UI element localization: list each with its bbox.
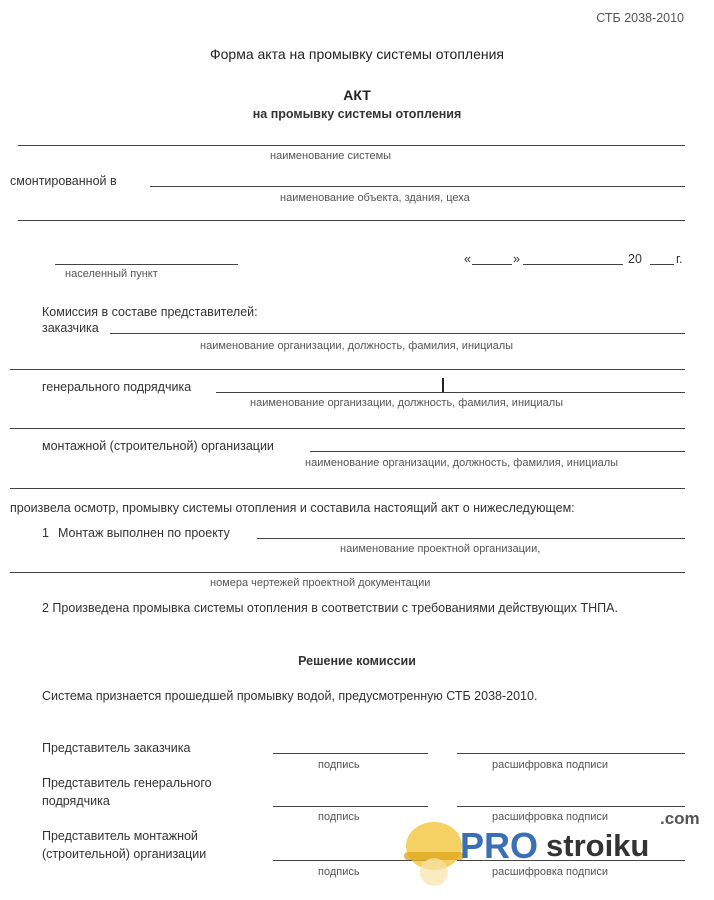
installer-signature-hint: подпись xyxy=(318,866,360,878)
installer-rep-label-line2: (строительной) организации xyxy=(42,847,207,861)
standard-ref: СТБ 2038-2010 xyxy=(596,11,684,25)
installer-line-2[interactable] xyxy=(10,488,685,489)
customer-decoding-hint: расшифровка подписи xyxy=(492,759,609,771)
mounted-in-label: смонтированной в xyxy=(10,174,117,188)
general-contractor-hint: наименование организации, должность, фамилия, инициалы xyxy=(250,397,564,409)
customer-decoding-line[interactable] xyxy=(457,753,685,754)
decision-text: Система признается прошедшей промывку водой, предусмотренную СТБ 2038-2010. xyxy=(42,689,538,703)
logo-stroiku: stroiku xyxy=(546,828,650,863)
installer-line[interactable] xyxy=(310,451,685,452)
drawings-line[interactable] xyxy=(10,572,685,573)
general-rep-label-line1: Представитель генерального xyxy=(42,776,212,790)
design-org-line[interactable] xyxy=(257,538,685,539)
object-name-line[interactable] xyxy=(150,186,685,187)
installer-label: монтажной (строительной) организации xyxy=(42,439,274,453)
inspection-text: произвела осмотр, промывку системы отопления и составила настоящий акт о нижеследующем: xyxy=(10,501,575,515)
general-signature-hint: подпись xyxy=(318,811,360,823)
item2-text: 2 Произведена промывка системы отопления в соответствии с требованиями действующих ТНПА. xyxy=(42,601,618,615)
general-decoding-hint: расшифровка подписи xyxy=(492,811,609,823)
date-close-quote: » xyxy=(513,252,520,266)
general-contractor-line-2[interactable] xyxy=(10,428,685,429)
date-year-suffix: г. xyxy=(676,252,683,266)
general-contractor-label: генерального подрядчика xyxy=(42,380,192,394)
date-year-line[interactable] xyxy=(650,264,674,265)
item1-number: 1 xyxy=(42,526,49,540)
item1-label: Монтаж выполнен по проекту xyxy=(58,526,230,540)
date-month-line[interactable] xyxy=(523,264,623,265)
date-open-quote: « xyxy=(464,252,471,266)
act-title: АКТ xyxy=(343,87,371,103)
object-name-hint: наименование объекта, здания, цеха xyxy=(280,192,470,204)
design-org-hint: наименование проектной организации, xyxy=(340,543,541,555)
logo-pro: PRO xyxy=(460,825,539,866)
system-name-line[interactable] xyxy=(18,145,685,146)
text-cursor xyxy=(442,378,444,392)
general-contractor-line[interactable] xyxy=(216,392,685,393)
commission-label: Комиссия в составе представителей: xyxy=(42,305,258,319)
settlement-line[interactable] xyxy=(55,264,238,265)
customer-line-2[interactable] xyxy=(10,369,685,370)
customer-label: заказчика xyxy=(42,321,99,335)
prostroiku-logo xyxy=(398,806,714,896)
builder-helmet-icon xyxy=(398,812,468,892)
date-day-line[interactable] xyxy=(472,264,512,265)
settlement-hint: населенный пункт xyxy=(65,268,158,280)
logo-com: .com xyxy=(660,809,700,828)
customer-hint: наименование организации, должность, фамилия, инициалы xyxy=(200,340,514,352)
system-name-hint: наименование системы xyxy=(270,150,392,162)
installer-hint: наименование организации, должность, фамилия, инициалы xyxy=(305,457,619,469)
installer-decoding-hint: расшифровка подписи xyxy=(492,866,609,878)
object-name-line-2[interactable] xyxy=(18,220,685,221)
form-title: Форма акта на промывку системы отопления xyxy=(210,46,504,62)
general-rep-label-line2: подрядчика xyxy=(42,794,110,808)
customer-rep-label: Представитель заказчика xyxy=(42,741,191,755)
decision-title: Решение комиссии xyxy=(298,654,416,668)
customer-signature-hint: подпись xyxy=(318,759,360,771)
drawings-hint: номера чертежей проектной документации xyxy=(210,577,431,589)
customer-line[interactable] xyxy=(110,333,685,334)
installer-rep-label-line1: Представитель монтажной xyxy=(42,829,198,843)
act-subtitle: на промывку системы отопления xyxy=(252,107,462,121)
date-year-prefix: 20 xyxy=(628,252,642,266)
customer-signature-line[interactable] xyxy=(273,753,428,754)
